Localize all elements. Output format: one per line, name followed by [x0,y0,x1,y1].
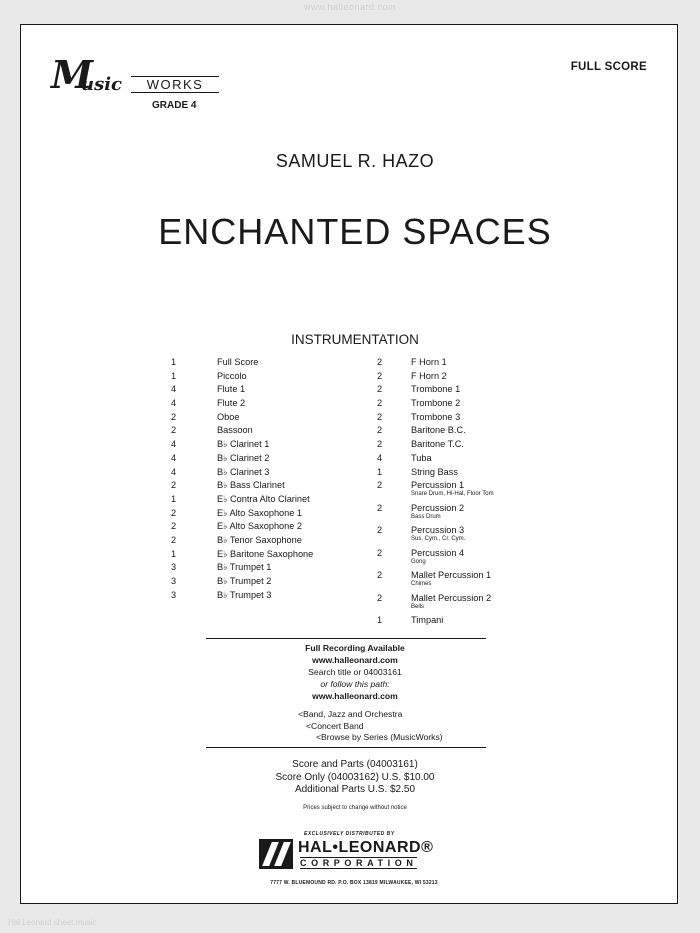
path-step: <Band, Jazz and Orchestra [298,709,403,719]
instrument-name: Percussion 2 [411,502,465,513]
instrument-name: Percussion 1 [411,480,465,491]
instrument-name: String Bass [411,466,458,477]
instrument-name: B♭ Clarinet 3 [217,466,270,477]
logo-works: WORKS [131,76,219,93]
instrument-name: Timpani [411,615,444,626]
instrument-quantity: 1 [171,370,177,381]
recording-info [21,642,677,702]
instrument-name: E♭ Alto Saxophone 2 [217,521,303,532]
instrument-quantity: 2 [377,525,383,536]
instrument-name: B♭ Clarinet 1 [217,439,270,450]
instrument-quantity: 2 [377,384,383,395]
instrument-name: Flute 1 [217,384,246,395]
price-info [21,759,677,797]
instrument-quantity: 2 [377,425,383,436]
instrument-name: F Horn 1 [411,357,447,367]
instrument-name: Mallet Percussion 1 [411,570,492,581]
instrument-quantity: 2 [377,592,383,603]
instrument-detail: Gong [411,558,426,565]
distributed-by: EXCLUSIVELY DISTRIBUTED BY [304,831,395,837]
instrument-name: Percussion 3 [411,525,465,536]
instrument-quantity: 4 [171,398,177,409]
price-line: Score and Parts (04003161) [292,759,418,770]
instrument-name: F Horn 2 [411,370,447,381]
instrument-quantity: 4 [171,452,177,463]
instrument-name: Tuba [411,452,432,463]
instrument-quantity: 3 [171,562,177,573]
instrument-name: B♭ Trumpet 2 [217,576,272,586]
instrument-name: B♭ Tenor Saxophone [217,534,302,545]
instrument-quantity: 1 [377,615,383,626]
instrument-name: Flute 2 [217,398,246,409]
instrument-name: Trombone 3 [411,411,461,422]
instrument-quantity: 1 [171,548,177,559]
publisher-corporation: CORPORATION [300,858,418,868]
divider [206,638,486,639]
price-line: Additional Parts U.S. $2.50 [294,784,416,795]
recording-heading: Full Recording Available [305,643,405,653]
instrument-detail: Bass Drum [411,513,441,520]
instrument-name: Piccolo [217,370,247,381]
instrument-quantity: 2 [171,425,177,436]
instrument-name: B♭ Clarinet 2 [217,452,270,463]
instrument-name: E♭ Baritone Saxophone [217,548,314,559]
instrument-quantity: 2 [377,357,383,367]
instrument-quantity: 3 [171,576,177,586]
instrument-name: Baritone B.C. [411,425,466,436]
instrument-name: B♭ Bass Clarinet [217,480,285,491]
grade-label: GRADE 4 [152,100,197,111]
score-cover-page [20,24,678,904]
watermark-bottom: Hal Leonard sheet music [8,918,97,927]
instrument-quantity: 1 [171,357,177,367]
path-step: <Browse by Series (MusicWorks) [316,732,443,742]
piece-title: ENCHANTED SPACES [158,211,552,252]
instrument-quantity: 2 [377,547,383,558]
instrument-detail: Sus. Cym., Cr. Cym. [411,536,466,543]
instrument-name: E♭ Contra Alto Clarinet [217,493,310,504]
instrument-name: B♭ Trumpet 1 [217,562,272,573]
instrument-quantity: 3 [171,589,177,600]
instrument-quantity: 2 [171,411,177,422]
instrument-quantity: 2 [377,439,383,450]
divider [206,747,486,748]
path-step: <Concert Band [306,720,364,731]
recording-url-2: www.halleonard.com [312,691,398,701]
recording-follow: or follow this path: [320,679,390,689]
instrument-quantity: 2 [377,411,383,422]
publisher-logo [254,825,454,895]
price-notice: Prices subject to change without notice [303,805,407,811]
instrument-quantity: 1 [377,466,383,477]
instrumentation-heading: INSTRUMENTATION [291,332,419,347]
instrument-name: Trombone 1 [411,384,461,395]
instrument-quantity: 2 [377,480,383,491]
instrument-quantity: 2 [171,480,177,491]
instrument-name: E♭ Alto Saxophone 1 [217,507,303,518]
instrument-quantity: 2 [377,370,383,381]
instrument-quantity: 2 [171,521,177,532]
instrument-name: Trombone 2 [411,398,461,409]
composer-name: SAMUEL R. HAZO [275,151,435,171]
instrument-name: Oboe [217,411,240,422]
logo-usic: usic [81,74,123,95]
recording-search: Search title or 04003161 [308,667,402,677]
instrument-quantity: 2 [171,507,177,518]
instrument-name: Percussion 4 [411,547,465,558]
recording-url: www.halleonard.com [312,655,398,665]
musicworks-logo [51,52,221,120]
instrument-name: Mallet Percussion 2 [411,592,492,603]
instrument-quantity: 2 [377,570,383,581]
instrument-quantity: 1 [171,493,177,504]
instrument-quantity: 2 [377,398,383,409]
instrument-detail: Chimes [411,581,432,588]
watermark: www.halleonard.com [303,2,397,12]
instrument-quantity: 4 [171,466,177,477]
instrument-detail: Snare Drum, Hi-Hat, Floor Tom [411,491,494,498]
recording-path [298,709,443,744]
hal-leonard-mark-icon [259,839,293,869]
logo-m: M [51,52,94,97]
price-line: Score Only (04003162) U.S. $10.00 [275,771,435,783]
instrument-quantity: 2 [377,502,383,513]
instrument-quantity: 4 [171,439,177,450]
instrument-name: Baritone T.C. [411,439,464,450]
instrument-quantity: 2 [171,534,177,545]
instrument-quantity: 4 [171,384,177,395]
instrument-detail: Bells [411,603,425,610]
full-score-label: FULL SCORE [570,61,647,73]
instrument-name: Full Score [217,357,259,367]
instrument-quantity: 4 [377,452,383,463]
instrument-name: Bassoon [217,425,253,436]
instrument-name: B♭ Trumpet 3 [217,589,272,600]
publisher-name: HAL•LEONARD® [298,839,434,856]
publisher-address: 7777 W. BLUEMOUND RD. P.O. BOX 13819 MILWAUKEE, WI 53213 [270,880,438,886]
